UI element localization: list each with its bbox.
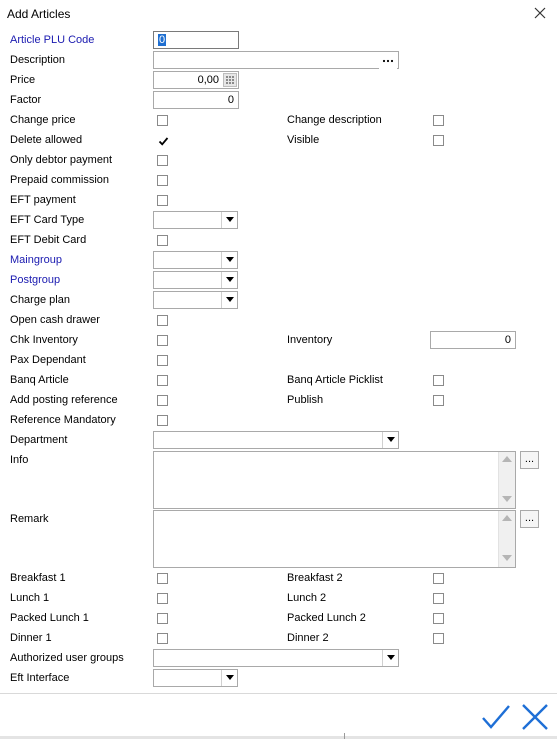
info-scroll-down[interactable] — [499, 492, 515, 508]
reference-mandatory-label: Reference Mandatory — [10, 414, 116, 426]
change-price-checkbox[interactable] — [157, 115, 168, 126]
eft-interface-label: Eft Interface — [10, 672, 70, 684]
remark-scroll-up[interactable] — [499, 511, 515, 527]
lunch-2-checkbox[interactable] — [433, 593, 444, 604]
x-icon[interactable] — [519, 702, 551, 732]
postgroup-select[interactable] — [153, 271, 238, 289]
prepaid-commission-label: Prepaid commission — [10, 174, 110, 186]
article-form — [0, 29, 557, 693]
chevron-up-icon — [502, 456, 512, 463]
packed-lunch-1-label: Packed Lunch 1 — [10, 612, 89, 624]
ellipsis-icon — [379, 53, 397, 69]
dinner-1-label: Dinner 1 — [10, 632, 52, 644]
publish-label: Publish — [287, 394, 324, 406]
breakfast-2-label: Breakfast 2 — [287, 572, 343, 584]
chevron-down-icon — [502, 496, 512, 503]
visible-label: Visible — [287, 134, 320, 146]
open-cash-drawer-label: Open cash drawer — [10, 314, 100, 326]
lunch-2-label: Lunch 2 — [287, 592, 327, 604]
factor-label: Factor — [10, 94, 42, 106]
banq-article-checkbox[interactable] — [157, 375, 168, 386]
dialog-footer — [0, 693, 557, 739]
chevron-up-icon — [502, 515, 512, 522]
dinner-2-checkbox[interactable] — [433, 633, 444, 644]
department-dropdown-button[interactable] — [382, 432, 398, 448]
remark-scroll-down[interactable] — [499, 551, 515, 567]
change-description-checkbox[interactable] — [433, 115, 444, 126]
chevron-down-icon — [226, 297, 234, 303]
lunch-1-label: Lunch 1 — [10, 592, 50, 604]
postgroup-dropdown-button[interactable] — [221, 272, 237, 288]
charge-plan-select[interactable] — [153, 291, 238, 309]
info-textarea[interactable] — [153, 451, 516, 509]
calculator-button[interactable] — [223, 73, 237, 87]
article-plu-code-input[interactable] — [153, 31, 239, 49]
only-debtor-payment-checkbox[interactable] — [157, 155, 168, 166]
close-icon[interactable] — [533, 6, 547, 20]
charge-plan-label: Charge plan — [10, 294, 70, 306]
only-debtor-payment-label: Only debtor payment — [10, 154, 113, 166]
postgroup-label: Postgroup — [10, 274, 61, 286]
remark-ellipsis-button[interactable]: ... — [520, 510, 539, 528]
dinner-1-checkbox[interactable] — [157, 633, 168, 644]
breakfast-1-label: Breakfast 1 — [10, 572, 66, 584]
factor-value: 0 — [227, 94, 234, 106]
delete-allowed-checkbox[interactable] — [157, 135, 168, 146]
delete-allowed-label: Delete allowed — [10, 134, 83, 146]
add-posting-reference-checkbox[interactable] — [157, 395, 168, 406]
remark-textarea[interactable] — [153, 510, 516, 568]
eft-debit-card-label: EFT Debit Card — [10, 234, 87, 246]
description-input[interactable] — [153, 51, 399, 69]
inventory-label: Inventory — [287, 334, 333, 346]
eft-interface-dropdown-button[interactable] — [221, 670, 237, 686]
dinner-2-label: Dinner 2 — [287, 632, 329, 644]
change-description-label: Change description — [287, 114, 382, 126]
eft-interface-select[interactable] — [153, 669, 238, 687]
price-input[interactable] — [153, 71, 239, 89]
factor-input[interactable] — [153, 91, 239, 109]
add-posting-reference-label: Add posting reference — [10, 394, 118, 406]
breakfast-1-checkbox[interactable] — [157, 573, 168, 584]
checkmark-icon[interactable] — [480, 702, 512, 732]
price-value: 0,00 — [197, 74, 219, 86]
banq-article-label: Banq Article — [10, 374, 69, 386]
title-bar — [0, 0, 557, 29]
change-price-label: Change price — [10, 114, 76, 126]
chevron-down-icon — [226, 277, 234, 283]
authorized-user-groups-select[interactable] — [153, 649, 399, 667]
maingroup-dropdown-button[interactable] — [221, 252, 237, 268]
prepaid-commission-checkbox[interactable] — [157, 175, 168, 186]
info-label: Info — [10, 454, 29, 466]
inventory-value: 0 — [504, 334, 511, 346]
price-label: Price — [10, 74, 36, 86]
info-scrollbar[interactable] — [498, 452, 515, 508]
pax-dependant-label: Pax Dependant — [10, 354, 86, 366]
calculator-icon — [224, 74, 236, 86]
window-title: Add Articles — [7, 7, 71, 21]
department-select[interactable] — [153, 431, 399, 449]
chk-inventory-checkbox[interactable] — [157, 335, 168, 346]
department-label: Department — [10, 434, 68, 446]
breakfast-2-checkbox[interactable] — [433, 573, 444, 584]
eft-card-type-label: EFT Card Type — [10, 214, 85, 226]
info-ellipsis-button[interactable]: ... — [520, 451, 539, 469]
authorized-user-groups-dropdown-button[interactable] — [382, 650, 398, 666]
packed-lunch-2-label: Packed Lunch 2 — [287, 612, 366, 624]
chk-inventory-label: Chk Inventory — [10, 334, 78, 346]
chevron-down-icon — [226, 675, 234, 681]
publish-checkbox[interactable] — [433, 395, 444, 406]
eft-payment-checkbox[interactable] — [157, 195, 168, 206]
chevron-down-icon — [387, 655, 395, 661]
chevron-down-icon — [226, 217, 234, 223]
remark-scrollbar[interactable] — [498, 511, 515, 567]
open-cash-drawer-checkbox[interactable] — [157, 315, 168, 326]
eft-card-type-select[interactable] — [153, 211, 238, 229]
pax-dependant-checkbox[interactable] — [157, 355, 168, 366]
article-plu-code-label: Article PLU Code — [10, 34, 95, 46]
packed-lunch-1-checkbox[interactable] — [157, 613, 168, 624]
charge-plan-dropdown-button[interactable] — [221, 292, 237, 308]
eft-payment-label: EFT payment — [10, 194, 76, 206]
authorized-user-groups-label: Authorized user groups — [10, 652, 124, 664]
description-label: Description — [10, 54, 66, 66]
maingroup-label: Maingroup — [10, 254, 62, 266]
banq-article-picklist-checkbox[interactable] — [433, 375, 444, 386]
inventory-input[interactable] — [430, 331, 516, 349]
packed-lunch-2-checkbox[interactable] — [433, 613, 444, 624]
banq-article-picklist-label: Banq Article Picklist — [287, 374, 383, 386]
article-plu-code-value: 0 — [159, 34, 166, 46]
remark-label: Remark — [10, 513, 49, 525]
info-scroll-up[interactable] — [499, 452, 515, 468]
eft-card-type-dropdown-button[interactable] — [221, 212, 237, 228]
chevron-down-icon — [502, 555, 512, 562]
resize-marker — [344, 733, 345, 739]
eft-debit-card-checkbox[interactable] — [157, 235, 168, 246]
reference-mandatory-checkbox[interactable] — [157, 415, 168, 426]
visible-checkbox[interactable] — [433, 135, 444, 146]
description-ellipsis-button[interactable] — [379, 53, 397, 69]
chevron-down-icon — [387, 437, 395, 443]
maingroup-select[interactable] — [153, 251, 238, 269]
chevron-down-icon — [226, 257, 234, 263]
lunch-1-checkbox[interactable] — [157, 593, 168, 604]
checkmark-icon — [158, 136, 169, 147]
